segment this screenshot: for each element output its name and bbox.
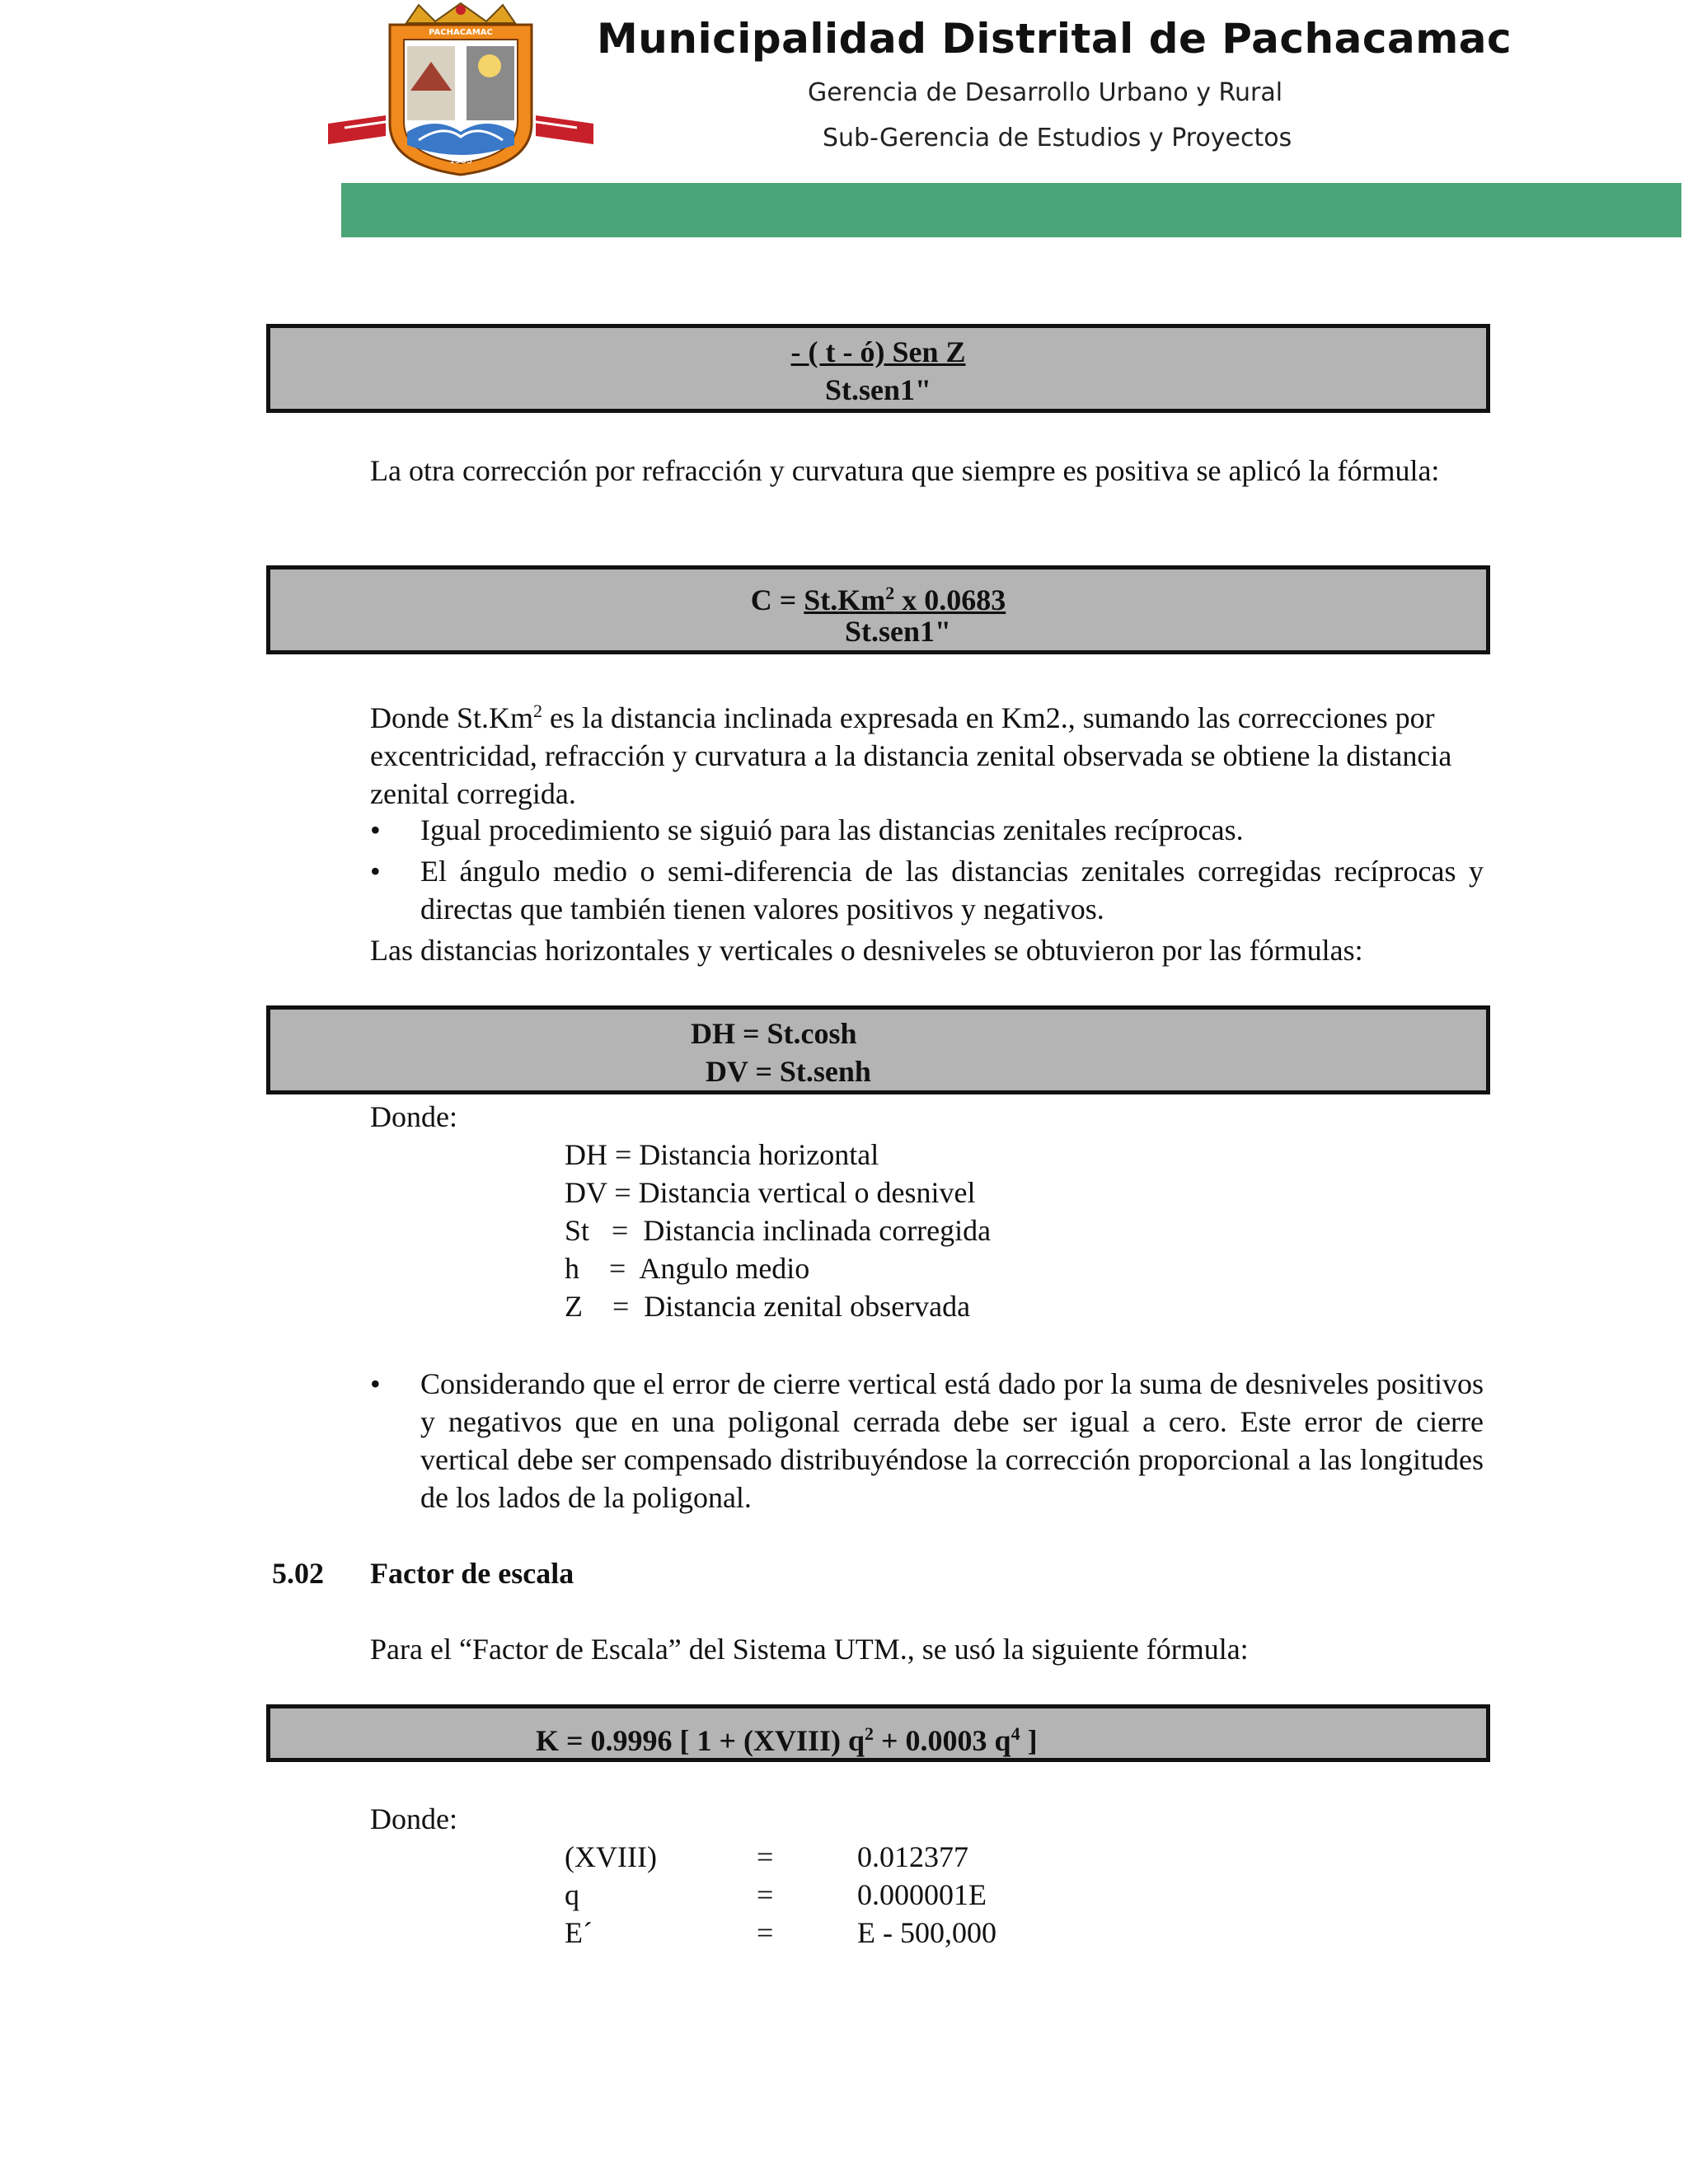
- donde-label: Donde:: [370, 1100, 457, 1133]
- var-eq: =: [757, 1878, 774, 1911]
- paragraph-refraction: La otra corrección por refracción y curvatura que siempre es positiva se aplicó la fórmula:: [370, 454, 1440, 487]
- formula-denominator: St.sen1": [824, 373, 931, 406]
- bullet-dot: •: [370, 855, 381, 888]
- var-eq: =: [757, 1840, 774, 1873]
- paragraph-zenital-b: es la distancia inclinada expresada en Km2., sumando las correcciones por excentricidad, refracción y curvatura a la distancia zenital observada se obtiene la distancia zenital corregida.: [370, 701, 1452, 810]
- section-title: Factor de escala: [370, 1557, 574, 1590]
- bullet-reciprocal: Igual procedimiento se siguió para las distancias zenitales recíprocas.: [420, 813, 1244, 846]
- section-number: 5.02: [272, 1557, 324, 1590]
- formula-curvature-denominator: St.sen1": [844, 615, 951, 648]
- bullet-dot: •: [370, 1367, 381, 1400]
- paragraph-scale-factor: Para el “Factor de Escala” del Sistema UTM., se usó la siguiente fórmula:: [370, 1633, 1249, 1666]
- formula-numerator: - ( t - ó) Sen Z: [790, 335, 966, 368]
- var-eq: =: [757, 1916, 774, 1949]
- formula-box-curvature: [266, 565, 1490, 654]
- formula-k-exp-2: 4: [1010, 1723, 1020, 1744]
- definition-z: Z = Distancia zenital observada: [565, 1290, 971, 1323]
- definition-h: h = Angulo medio: [565, 1252, 810, 1285]
- definition-st: St = Distancia inclinada corregida: [565, 1214, 992, 1247]
- paragraph-zenital-exponent: 2: [533, 701, 542, 721]
- formula-scale-factor: [536, 1715, 1038, 1760]
- organization-name: Municipalidad Distrital de Pachacamac: [597, 15, 1512, 63]
- logo-year: 1533: [449, 155, 472, 166]
- formula-k-part-a: K = 0.9996 [ 1 + (XVIII) q: [536, 1724, 865, 1757]
- formula-dv: DV = St.senh: [706, 1055, 871, 1088]
- var-value-e-prime: E - 500,000: [857, 1916, 996, 1949]
- formula-k-exp-1: 2: [865, 1723, 874, 1744]
- var-name-q: q: [565, 1878, 579, 1911]
- logo-caption: PACHACAMAC: [429, 28, 493, 37]
- var-value-xviii: 0.012377: [857, 1840, 968, 1873]
- bullet-vertical-closure: Considerando que el error de cierre vertical está dado por la suma de desniveles positivos y negativos que en una poligonal cerrada debe ser igual a cero. Este error de cierre vertical debe ser compensado distribuyéndose la corrección proporcional a las longitudes de los lados de la poligonal.: [420, 1367, 1484, 1514]
- formula-curvature-factor: x 0.0683: [894, 583, 1006, 616]
- formula-k-part-c: ]: [1020, 1724, 1038, 1757]
- formula-box-distances: [266, 1005, 1490, 1094]
- formula-curvature-term: St.Km: [804, 583, 886, 616]
- header-green-band: [341, 183, 1681, 237]
- municipal-coat-of-arms-logo: [328, 0, 593, 178]
- var-name-xviii: (XVIII): [565, 1840, 657, 1873]
- bullet-dot: •: [370, 813, 381, 846]
- formula-dh: DH = St.cosh: [691, 1017, 857, 1050]
- formula-k-part-b: + 0.0003 q: [874, 1724, 1011, 1757]
- formula-curvature-exponent: 2: [885, 583, 895, 603]
- formula-box-scale-factor: [266, 1704, 1490, 1762]
- bullet-mean-angle: El ángulo medio o semi-diferencia de las distancias zenitales corregidas recíprocas y directas que también tienen valores positivos y negativos.: [420, 855, 1484, 926]
- donde-label: Donde:: [370, 1802, 457, 1835]
- paragraph-zenital-distance: [370, 692, 1491, 813]
- formula-curvature-prefix: C =: [750, 583, 804, 616]
- subdepartment-name: Sub-Gerencia de Estudios y Proyectos: [823, 124, 1292, 152]
- formula-box-correction: [266, 324, 1490, 413]
- paragraph-zenital-a: Donde St.Km: [370, 701, 533, 734]
- department-name: Gerencia de Desarrollo Urbano y Rural: [808, 78, 1283, 107]
- var-name-e-prime: E´: [565, 1916, 593, 1949]
- definition-dh: DH = Distancia horizontal: [565, 1138, 879, 1171]
- paragraph-distances: Las distancias horizontales y verticales o desniveles se obtuvieron por las fórmulas:: [370, 934, 1363, 967]
- definition-dv: DV = Distancia vertical o desnivel: [565, 1176, 976, 1209]
- var-value-q: 0.000001E: [857, 1878, 987, 1911]
